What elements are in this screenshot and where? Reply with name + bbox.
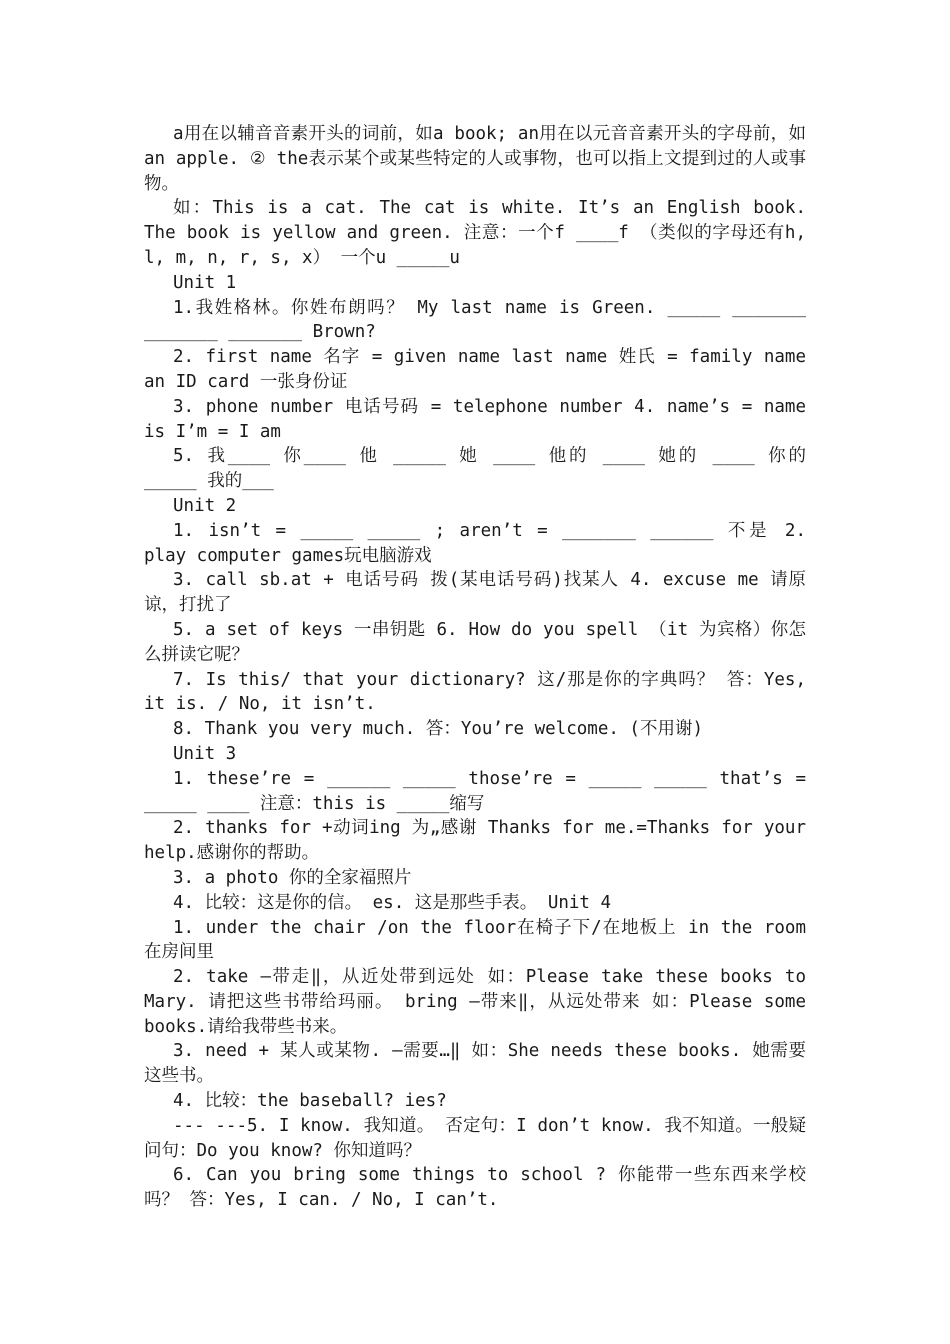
- unit2-item-7: 7. Is this/ that your dictionary? 这/那是你的字典吗？ 答：Yes, it is. / No, it isn’t.: [144, 669, 806, 715]
- unit4-item-6: 6. Can you bring some things to school ? 你能带一些东西来学校吗？ 答：Yes, I can. / No, I can’t.: [144, 1165, 806, 1211]
- unit2-item-5: 5. a set of keys 一串钥匙 6. How do you spell （it 为宾格）你怎么拼读它呢？: [144, 619, 806, 665]
- unit4-item-4: 4. 比较：the baseball? ies?: [173, 1091, 447, 1112]
- unit3-item-2: 2. thanks for +动词ing 为„感谢 Thanks for me.=Thanks for your help.感谢你的帮助。: [144, 818, 806, 864]
- unit3-item-4: 4. 比较：这是你的信。 es. 这是那些手表。 Unit 4: [173, 892, 612, 913]
- unit1-item-2: 2. first name 名字 = given name last name 姓氏 = family name an ID card 一张身份证: [144, 347, 806, 392]
- para-articles: a用在以辅音音素开头的词前，如a book; an用在以元音音素开头的字母前，如an apple. ② the表示某个或某些特定的人或事物，也可以指上文提到过的人或事物。: [144, 124, 806, 194]
- para-examples: 如：This is a cat. The cat is white. It’s an English book. The book is yellow and green. 注意：一个f ____f （类似的字母还有h, l, m, n, r, s, x） 一个u _____u: [144, 198, 806, 268]
- unit1-item-1: 1.我姓格林。你姓布朗吗？ My last name is Green. _____ _______ _______ _______ Brown?: [144, 297, 806, 343]
- unit3-item-3: 3. a photo 你的全家福照片: [173, 867, 412, 888]
- heading-unit-1: Unit 1: [173, 272, 237, 293]
- unit2-item-1: 1. isn’t = _____ _____ ; aren’t = _______ ______ 不是 2. play computer games玩电脑游戏: [144, 520, 806, 566]
- unit2-item-3: 3. call sb.at + 电话号码 拨(某电话号码)找某人 4. excuse me 请原谅，打扰了: [144, 570, 806, 616]
- unit4-item-3: 3. need + 某人或某物. ―需要…‖ 如：She needs these books. 她需要这些书。: [144, 1041, 806, 1087]
- unit4-item-2: 2. take ―带走‖，从近处带到远处 如：Please take these books to Mary. 请把这些书带给玛丽。 bring ―带来‖，从远处带来 如：Please some books.请给我带些书来。: [144, 967, 806, 1037]
- unit1-item-3: 3. phone number 电话号码 = telephone number 4. name’s = name is I’m = I am: [144, 396, 806, 442]
- unit3-item-1: 1. these’re = ______ _____ those’re = _____ _____ that’s = _____ ____ 注意：this is _____缩写: [144, 768, 806, 814]
- document-body: [144, 122, 806, 1213]
- unit4-item-1: 1. under the chair /on the floor在椅子下/在地板上 in the room 在房间里: [144, 917, 806, 963]
- heading-unit-2: Unit 2: [173, 495, 237, 516]
- unit2-item-8: 8. Thank you very much. 答：You’re welcome. (不用谢): [173, 719, 704, 740]
- unit1-item-5: 5. 我____ 你____ 他 _____ 她 ____ 他的 ____ 她的 ____ 你的 _____ 我的___: [144, 446, 806, 492]
- unit4-item-5: --- ---5. I know. 我知道。 否定句：I don’t know. 我不知道。一般疑问句：Do you know? 你知道吗？: [144, 1115, 806, 1161]
- heading-unit-3: Unit 3: [173, 743, 237, 764]
